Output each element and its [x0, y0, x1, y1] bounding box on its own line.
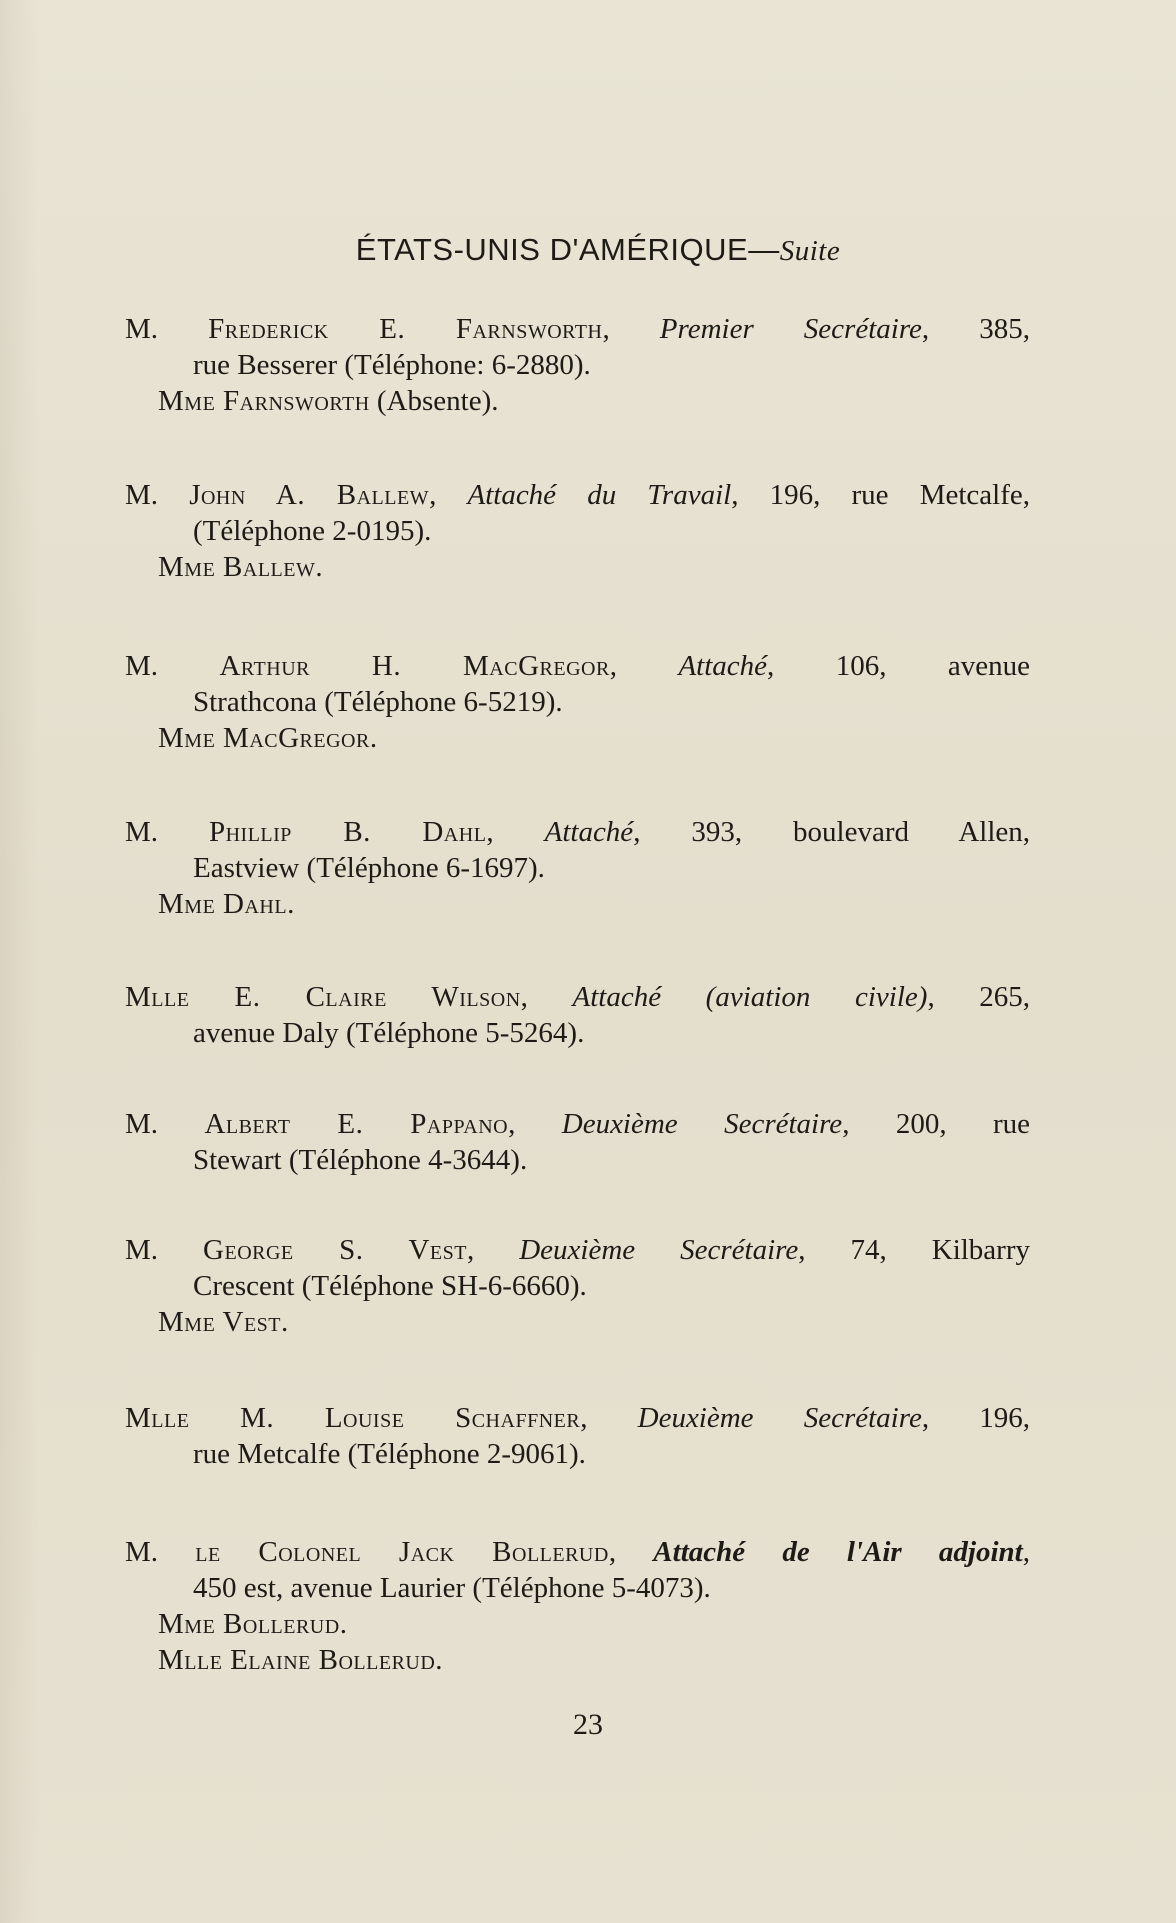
entry-first-line [125, 648, 1030, 684]
spouse-name: Mme Dahl [158, 888, 288, 920]
entry-first-line [125, 979, 1030, 1015]
entry-name: Mlle M. Louise Schaffner [125, 1402, 581, 1434]
entry-prefix: M. [125, 479, 190, 511]
entry-first-line [125, 1534, 1030, 1570]
entry-separator: , [608, 1536, 654, 1568]
entry-title: Deuxième Secrétaire [637, 1402, 922, 1434]
entry-name: Mlle E. Claire Wilson [125, 981, 521, 1013]
entry-separator: , [466, 1234, 520, 1266]
directory-entry [125, 311, 1030, 419]
entry-separator: , [602, 313, 660, 345]
entry-first-line [125, 1232, 1030, 1268]
directory-entry [125, 979, 1030, 1051]
directory-entry [125, 814, 1030, 922]
entry-address-start: , 196, [921, 1402, 1030, 1434]
directory-entry [125, 648, 1030, 756]
spouse-name: Mme Ballew [158, 551, 316, 583]
page-number: 23 [573, 1708, 603, 1741]
entry-separator: , [609, 650, 679, 682]
directory-entry [125, 1232, 1030, 1340]
entry-name: George S. Vest [203, 1234, 467, 1266]
entry-spouse-line [125, 383, 1030, 419]
directory-entry [125, 1534, 1030, 1678]
spouse-note: . [315, 551, 323, 583]
entry-name: Frederick E. Farnsworth [208, 313, 603, 345]
entry-title: Attaché [678, 650, 768, 682]
entry-prefix: M. [125, 650, 220, 682]
entry-first-line [125, 1106, 1030, 1142]
heading-suite: Suite [779, 235, 841, 267]
entry-separator: , [580, 1402, 638, 1434]
entry-name: Albert E. Pappano [204, 1108, 509, 1140]
entry-separator: , [486, 816, 545, 848]
directory-entry [125, 1400, 1030, 1472]
entry-address-start: , [1022, 1536, 1030, 1568]
entry-address-start: , 265, [927, 981, 1031, 1013]
entry-daughter-line [125, 1642, 1030, 1678]
entry-second-line: Stewart (Téléphone 4-3644). [193, 1144, 528, 1176]
entry-separator: , [520, 981, 573, 1013]
spouse-name: Mme Bollerud [158, 1608, 340, 1640]
entry-title: Attaché (aviation civile) [572, 981, 928, 1013]
directory-entry [125, 1106, 1030, 1178]
spouse-name: Mme Vest [158, 1306, 282, 1338]
entry-name: Phillip B. Dahl [208, 816, 487, 848]
entry-address-start: , 200, rue [842, 1108, 1031, 1140]
entry-address-start: , 393, boulevard Allen, [633, 816, 1031, 848]
entry-address-start: , 196, rue Metcalfe, [731, 479, 1030, 511]
entry-prefix: M. [125, 313, 209, 345]
entry-address-start: , 385, [921, 313, 1030, 345]
entry-address-start: , 106, avenue [767, 650, 1030, 682]
entry-name: le Colonel Jack Bollerud [195, 1536, 609, 1568]
entry-spouse-line [125, 549, 1030, 585]
entry-title: Premier Secrétaire [659, 313, 922, 345]
entry-title: Attaché [544, 816, 634, 848]
entry-separator: , [508, 1108, 562, 1140]
entry-title: Attaché du Travail [467, 479, 732, 511]
spouse-name: Mme MacGregor [158, 722, 370, 754]
entry-title: Deuxième Secrétaire [561, 1108, 843, 1140]
spouse-note: . [281, 1306, 289, 1338]
entry-second-line: avenue Daly (Téléphone 5-5264). [193, 1017, 585, 1049]
entry-title: Attaché de l'Air adjoint [653, 1536, 1023, 1568]
entry-second-line: rue Besserer (Téléphone: 6-2880). [193, 349, 591, 381]
entry-spouse-line [125, 1304, 1030, 1340]
entry-spouse-line [125, 886, 1030, 922]
entry-title: Deuxième Secrétaire [519, 1234, 799, 1266]
section-heading [0, 232, 1176, 268]
spouse-note: . [369, 722, 378, 754]
spouse-note: . [287, 888, 295, 920]
entry-second-line: Crescent (Téléphone SH-6-6660). [193, 1270, 587, 1302]
directory-entry [125, 477, 1030, 585]
entry-spouse-line [125, 720, 1030, 756]
entry-prefix: M. [125, 1234, 204, 1266]
spouse-name: Mme Farnsworth [158, 385, 370, 417]
entry-first-line [125, 814, 1030, 850]
entry-separator: , [429, 479, 468, 511]
spouse-note: . [339, 1608, 347, 1640]
entry-second-line: Eastview (Téléphone 6-1697). [193, 852, 545, 884]
entry-first-line [125, 477, 1030, 513]
spouse-note: (Absente). [369, 385, 499, 417]
entry-second-line: rue Metcalfe (Téléphone 2-9061). [193, 1438, 586, 1470]
entry-prefix: M. [125, 816, 209, 848]
entry-spouse-line [125, 1606, 1030, 1642]
entry-address-start: , 74, Kilbarry [798, 1234, 1030, 1266]
family-member-note: . [435, 1644, 443, 1676]
heading-main: ÉTATS-UNIS D'AMÉRIQUE— [355, 232, 780, 267]
entry-name: John A. Ballew [189, 479, 430, 511]
entry-second-line: 450 est, avenue Laurier (Téléphone 5-4073). [193, 1572, 711, 1604]
entry-second-line: Strathcona (Téléphone 6-5219). [193, 686, 563, 718]
family-member-name: Mlle Elaine Bollerud [158, 1644, 436, 1676]
entry-name: Arthur H. MacGregor [219, 650, 610, 682]
entry-first-line [125, 311, 1030, 347]
entry-second-line: (Téléphone 2-0195). [193, 515, 432, 547]
entry-prefix: M. [125, 1536, 196, 1568]
entry-first-line [125, 1400, 1030, 1436]
entry-prefix: M. [125, 1108, 205, 1140]
